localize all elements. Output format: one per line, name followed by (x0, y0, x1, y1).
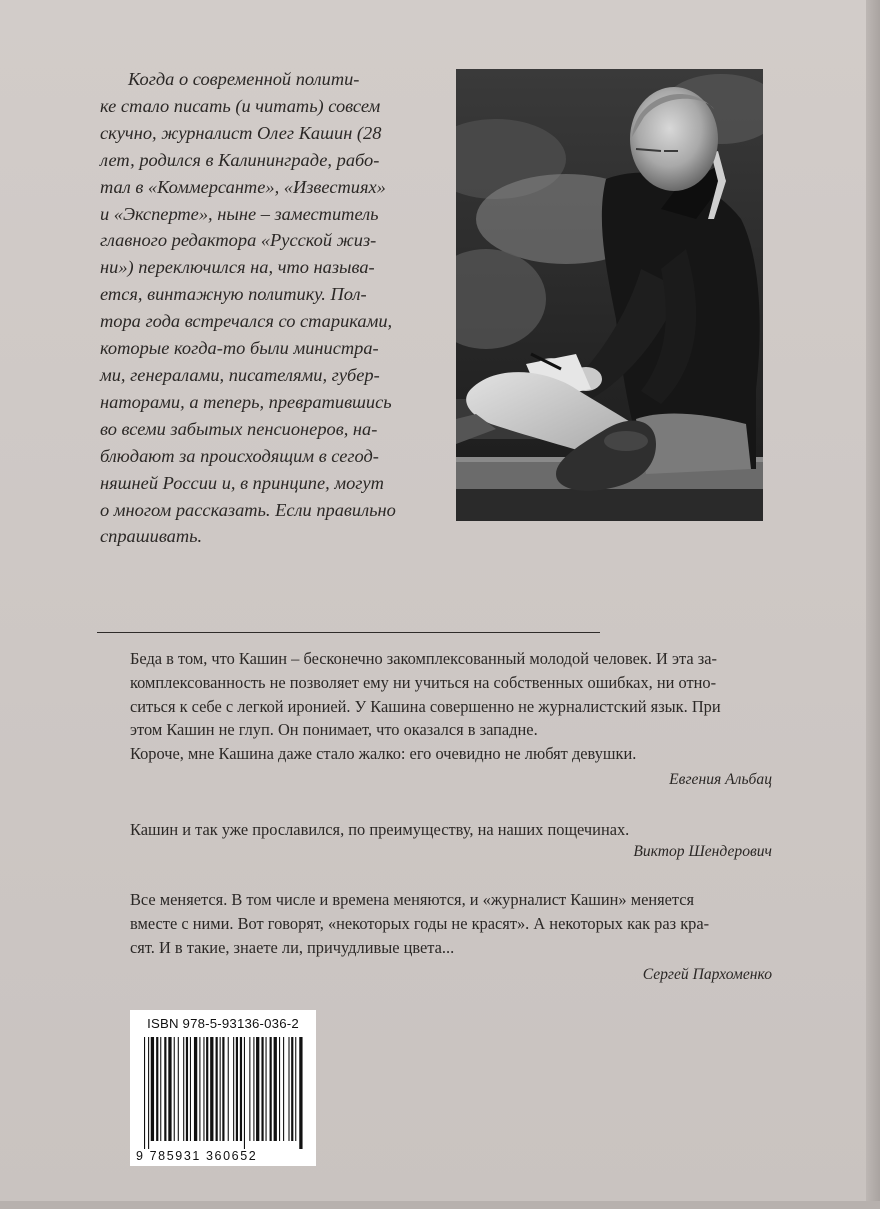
blurb-line: лет, родился в Калининграде, рабо- (100, 149, 380, 170)
barcode-bar (144, 1037, 145, 1149)
blurb-line: которые когда-то были министра- (100, 338, 379, 359)
review-line: Кашин и так уже прославился, по преимуществу, на наших пощечинах. (130, 820, 630, 839)
barcode-bar (203, 1037, 204, 1141)
blurb-line: Когда о современной полити- (128, 69, 360, 89)
barcode-bar (206, 1037, 208, 1141)
blurb-line: ке стало писать (и читать) совсем (100, 95, 381, 116)
review-line: Короче, мне Кашина даже стало жалко: его очевидно не любят девушки. (130, 744, 637, 764)
barcode-bar (222, 1037, 224, 1141)
blurb-line: ется, винтажную политику. Пол- (100, 284, 367, 305)
barcode-bar (283, 1037, 284, 1141)
barcode-bar (295, 1037, 296, 1141)
barcode-bar (210, 1037, 213, 1141)
review-line: вместе с ними. Вот говорят, «некоторых годы не красят». А некоторых как раз кра- (130, 913, 710, 933)
barcode-bar (148, 1037, 149, 1149)
barcode-bar (274, 1037, 277, 1141)
review-author-2: Виктор Шендерович (633, 843, 772, 860)
blurb-line: спрашивать. (100, 526, 203, 547)
barcode-bar (253, 1037, 254, 1141)
barcode-bar (194, 1037, 197, 1141)
barcode-bar (291, 1037, 293, 1141)
barcode-bar (228, 1037, 229, 1141)
blurb-line: наторами, а теперь, превратившись (100, 391, 392, 412)
barcode-bar (186, 1037, 188, 1141)
review-author-1: Евгения Альбац (669, 771, 772, 788)
blurb-line: блюдают за происходящим в сегод- (100, 445, 379, 466)
barcode-bar (279, 1037, 280, 1141)
isbn-barcode-block (130, 1010, 316, 1166)
review-author-3: Сергей Пархоменко (642, 966, 772, 983)
isbn-label: ISBN 978-5-93136-036-2 (147, 1016, 299, 1031)
barcode-bar (183, 1037, 184, 1141)
review-quote-1 (130, 647, 772, 766)
blurb-line: тал в «Коммерсанте», «Известиях» (100, 176, 386, 197)
blurb-line: ни») переключился на, что называ- (100, 257, 375, 278)
blurb-line: о многом рассказать. Если правильно (100, 499, 396, 520)
barcode-bar (164, 1037, 166, 1141)
barcode-bar (233, 1037, 234, 1141)
review-line: сят. И в такие, знаете ли, причудливые цвета... (130, 937, 455, 957)
barcode-bar (178, 1037, 179, 1141)
barcode-bar (151, 1037, 154, 1141)
blurb-line: тора года встречался со стариками, (100, 311, 393, 332)
barcode-bar (199, 1037, 200, 1141)
barcode-bar (190, 1037, 191, 1141)
barcode-bar (256, 1037, 259, 1141)
review-line: комплексованность не позволяет ему ни учиться на собственных ошибках, ни отно- (130, 672, 717, 692)
blurb-line: во всеми забытых пенсионеров, на- (100, 418, 378, 439)
cover-bottom-edge (0, 1201, 880, 1209)
barcode-bar (270, 1037, 272, 1141)
barcode-bar (299, 1037, 302, 1149)
barcode-bar (266, 1037, 267, 1141)
blurb-line: и «Эксперте», ныне – заместитель (100, 203, 379, 224)
barcode-bar (261, 1037, 263, 1141)
barcode-bar (168, 1037, 171, 1141)
barcode-bar (249, 1037, 250, 1141)
review-quote-2 (130, 818, 772, 842)
review-line: Беда в том, что Кашин – бесконечно закомплексованный молодой человек. И эта за- (130, 649, 717, 668)
review-line: Все меняется. В том числе и времена меняются, и «журналист Кашин» меняется (130, 890, 695, 909)
author-photo (456, 69, 763, 521)
blurb-line: няшней России и, в принципе, могут (100, 472, 384, 493)
photo-illustration (456, 69, 763, 521)
barcode-bar (220, 1037, 221, 1141)
review-quote-3 (130, 888, 772, 959)
barcode-bar (174, 1037, 175, 1141)
blurb-line: главного редактора «Русской жиз- (100, 230, 377, 251)
barcode-digits: 9 785931 360652 (136, 1149, 258, 1163)
barcode-image (136, 1037, 310, 1149)
blurb-text (100, 66, 425, 550)
review-line: этом Кашин не глуп. Он понимает, что оказался в западне. (130, 720, 538, 740)
cover-edge (866, 0, 880, 1209)
review-line: ситься к себе с легкой иронией. У Кашина совершенно не журналистский язык. При (130, 696, 721, 716)
barcode-bar (236, 1037, 238, 1141)
section-divider (97, 632, 600, 633)
barcode-bar (216, 1037, 218, 1141)
barcode-bar (244, 1037, 245, 1149)
barcode-bar (240, 1037, 242, 1141)
barcode-bar (288, 1037, 289, 1141)
blurb-line: скучно, журналист Олег Кашин (28 (100, 122, 382, 143)
barcode-bar (156, 1037, 158, 1141)
blurb-line: ми, генералами, писателями, губер- (100, 364, 380, 385)
barcode-bar (160, 1037, 161, 1141)
